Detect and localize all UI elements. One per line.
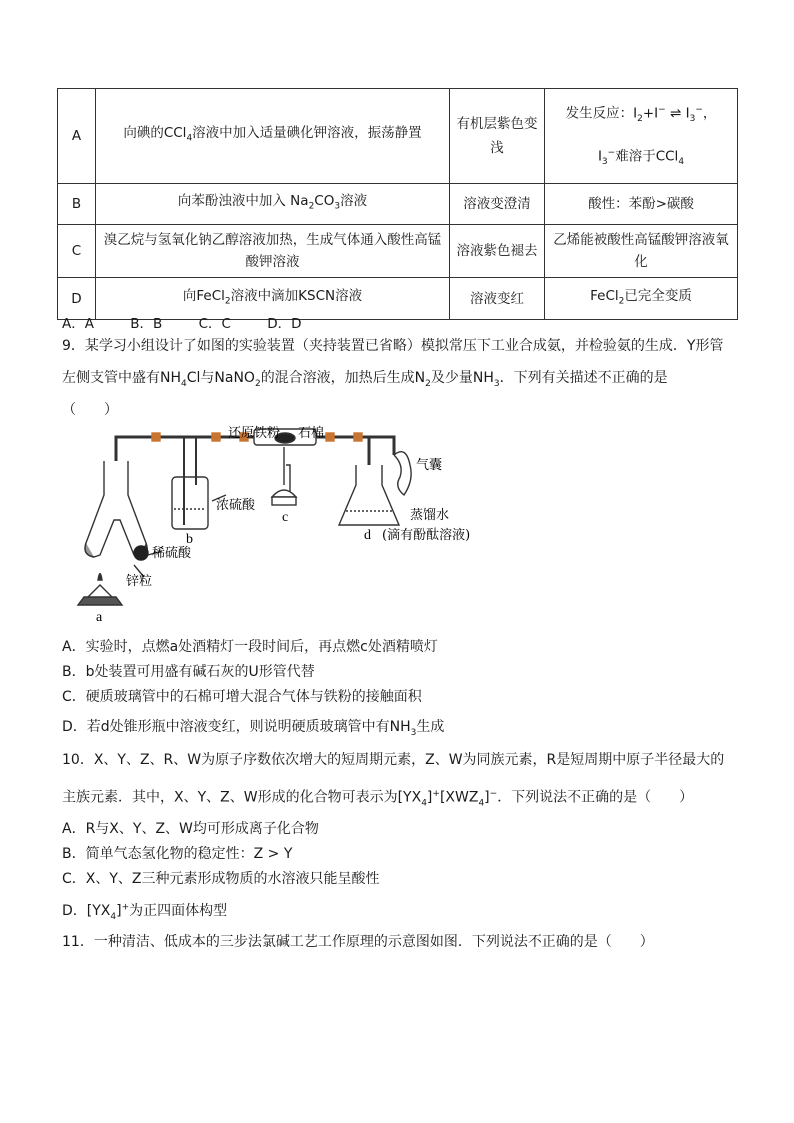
label-d: d <box>364 528 371 543</box>
operation-cell: 向苯酚浊液中加入 $Na_2CO_3$溶液 <box>96 184 450 225</box>
q9-option-b: B．b处装置可用盛有碱石灰的U形管代替 <box>62 664 315 680</box>
label-h2so4-conc: 浓硫酸 <box>216 498 256 513</box>
operation-cell: 向FeCl$_2$溶液中滴加KSCN溶液 <box>96 278 450 320</box>
q9-option-a: A．实验时，点燃a处酒精灯一段时间后，再点燃c处酒精喷灯 <box>62 639 438 655</box>
conclusion-cell: 乙烯能被酸性高锰酸钾溶液氧化 <box>545 225 738 278</box>
label-h2so4-dil: 稀硫酸 <box>152 546 192 561</box>
label-a: a <box>96 610 103 625</box>
conclusion-cell: FeCl$_2$已完全变质 <box>545 278 738 320</box>
apparatus-figure <box>64 425 504 625</box>
q10-option-a: A．R与X、Y、Z、W均可形成离子化合物 <box>62 821 319 837</box>
label-c: c <box>282 510 289 525</box>
label-b: b <box>186 532 193 547</box>
q9-line2: 左侧支管中盛有$NH_4Cl$与NaNO$_2$的混合溶液，加热后生成$N_2$及少量$NH_3$．下列有关描述不正确的是 <box>62 370 668 389</box>
table-row <box>58 89 738 184</box>
q10-line2: 主族元素．其中，X、Y、Z、W形成的化合物可表示为$[YX_4]^+[XWZ_4]^-$．下列说法不正确的是（ ） <box>62 789 694 809</box>
conclusion-cell: 发生反应：$I_2+I^-$ ⇌ $I_3^-$， $I_3^-$难溶于CCl$_4$ <box>545 89 738 184</box>
option: C．C <box>198 316 231 332</box>
label-balloon: 气囊 <box>416 458 443 473</box>
q10-option-d: D．$[YX_4]^+$为正四面体构型 <box>62 902 228 922</box>
label-phenol: (滴有酚酞溶液) <box>382 528 471 543</box>
table-row <box>58 225 738 278</box>
q9-option-c: C．硬质玻璃管中的石棉可增大混合气体与铁粉的接触面积 <box>62 689 422 705</box>
phenomenon-cell: 有机层紫色变浅 <box>450 89 545 184</box>
row-label: C <box>58 225 96 278</box>
row-label: D <box>58 278 96 320</box>
phenomenon-cell: 溶液紫色褪去 <box>450 225 545 278</box>
q10-option-c: C．X、Y、Z三种元素形成物质的水溶液只能呈酸性 <box>62 871 380 887</box>
phenomenon-cell: 溶液变澄清 <box>450 184 545 225</box>
q8-options <box>62 312 332 332</box>
label-asbestos: 石棉 <box>298 426 325 441</box>
operation-cell: 溴乙烷与氢氧化钠乙醇溶液加热，生成气体通入酸性高锰酸钾溶液 <box>96 225 450 278</box>
option: D．D <box>267 316 302 332</box>
row-label: A <box>58 89 96 184</box>
q9-option-d: D．若d处锥形瓶中溶液变红，则说明硬质玻璃管中有$NH_3$生成 <box>62 719 445 738</box>
q9-line3: （ ） <box>62 402 118 418</box>
label-zinc: 锌粒 <box>126 574 153 589</box>
q10-option-b: B．简单气态氢化物的稳定性：Z > Y <box>62 846 293 862</box>
phenomenon-cell: 溶液变红 <box>450 278 545 320</box>
experiment-table <box>57 88 738 320</box>
q9-line1: 9．某学习小组设计了如图的实验装置（夹持装置已省略）模拟常压下工业合成氨，并检验氨的生成．Y形管 <box>62 338 724 354</box>
row-label: B <box>58 184 96 225</box>
option: A．A <box>62 316 94 332</box>
label-water: 蒸馏水 <box>410 508 450 523</box>
conclusion-cell: 酸性：苯酚>碳酸 <box>545 184 738 225</box>
q11-line: 11．一种清洁、低成本的三步法氯碱工艺工作原理的示意图如图．下列说法不正确的是（ ） <box>62 934 654 950</box>
label-iron: 还原铁粉 <box>228 426 281 441</box>
table-row <box>58 184 738 225</box>
q10-line1: 10．X、Y、Z、R、W为原子序数依次增大的短周期元素，Z、W为同族元素，R是短周期中原子半径最大的 <box>62 752 725 768</box>
operation-cell: 向碘的CCl$_4$溶液中加入适量碘化钾溶液，振荡静置 <box>96 89 450 184</box>
option: B．B <box>130 316 163 332</box>
